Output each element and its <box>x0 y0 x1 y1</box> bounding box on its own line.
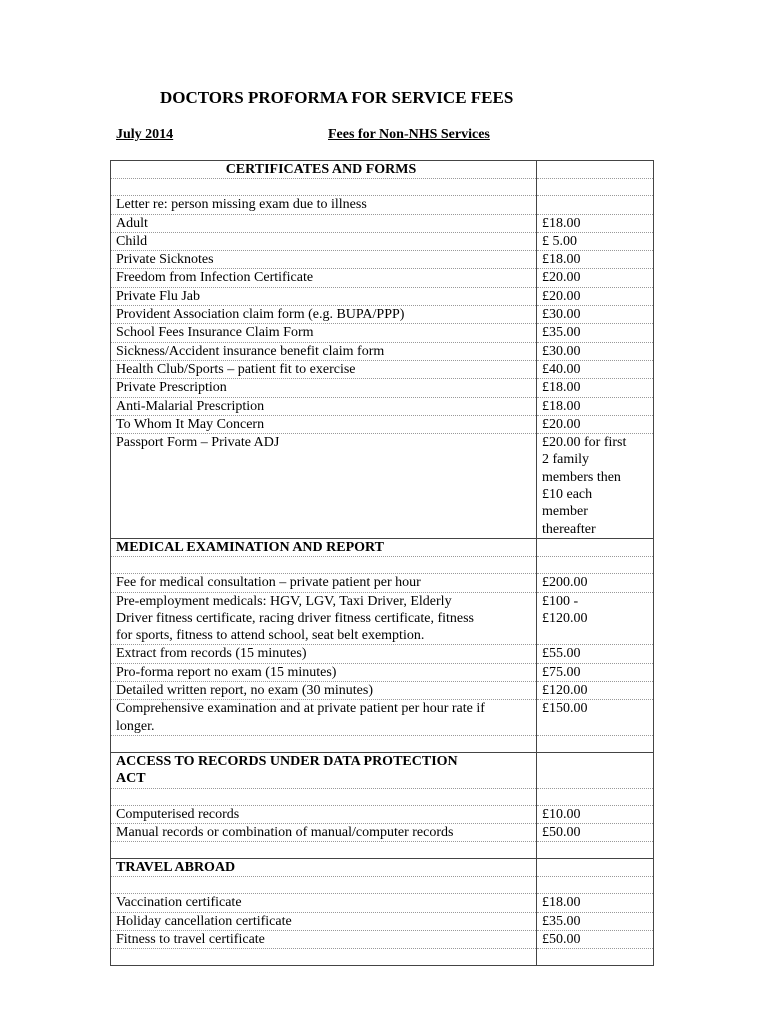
section-heading-travel: TRAVEL ABROAD <box>111 859 537 877</box>
label-line: longer. <box>116 718 155 734</box>
fee-line: £10 each <box>542 487 593 503</box>
fee-item-label: Adult <box>111 214 537 232</box>
fee-line: £120.00 <box>542 610 588 626</box>
table-row <box>111 930 654 948</box>
fee-amount: £120.00 <box>537 682 654 700</box>
table-row <box>111 574 654 592</box>
fee-item-label: Letter re: person missing exam due to illness <box>111 196 537 214</box>
label-line: Comprehensive examination and at private patient per hour rate if <box>116 701 485 717</box>
blank-row <box>111 877 654 894</box>
table-row <box>111 663 654 681</box>
fee-amount: £40.00 <box>537 360 654 378</box>
fee-item-label: Computerised records <box>111 805 537 823</box>
fees-table <box>110 160 654 966</box>
fee-amount: £35.00 <box>537 324 654 342</box>
heading-line: ACT <box>116 771 146 787</box>
fee-item-label: Holiday cancellation certificate <box>111 912 537 930</box>
fee-item-label: Freedom from Infection Certificate <box>111 269 537 287</box>
fee-item-label: School Fees Insurance Claim Form <box>111 324 537 342</box>
fee-item-label: Passport Form – Private ADJ <box>111 434 537 539</box>
fee-amount: £18.00 <box>537 379 654 397</box>
table-row <box>111 379 654 397</box>
fee-amount: £18.00 <box>537 894 654 912</box>
fee-line: member <box>542 504 588 520</box>
fee-item-label-multiline <box>111 700 537 736</box>
fee-item-label: Provident Association claim form (e.g. BUPA/PPP) <box>111 306 537 324</box>
blank-row <box>111 735 654 752</box>
blank-row <box>111 179 654 196</box>
fee-amount: £150.00 <box>537 700 654 736</box>
section-heading-medical: MEDICAL EXAMINATION AND REPORT <box>111 538 537 556</box>
fee-item-label: Vaccination certificate <box>111 894 537 912</box>
table-row <box>111 805 654 823</box>
table-row <box>111 592 654 645</box>
fee-amount: £200.00 <box>537 574 654 592</box>
table-row <box>111 397 654 415</box>
fee-line: £20.00 for first <box>542 435 627 451</box>
fee-item-label: Manual records or combination of manual/computer records <box>111 823 537 841</box>
section-heading-row <box>111 752 654 788</box>
table-row <box>111 645 654 663</box>
blank-row <box>111 949 654 966</box>
document-date: July 2014 <box>116 127 174 142</box>
fee-line: thereafter <box>542 521 596 537</box>
table-row <box>111 912 654 930</box>
fee-item-label: Private Prescription <box>111 379 537 397</box>
blank-row <box>111 788 654 805</box>
fee-item-label: Health Club/Sports – patient fit to exercise <box>111 360 537 378</box>
label-line: Driver fitness certificate, racing driver fitness certificate, fitness <box>116 610 475 626</box>
fee-item-label: Detailed written report, no exam (30 minutes) <box>111 682 537 700</box>
fee-amount: £35.00 <box>537 912 654 930</box>
page-title: DOCTORS PROFORMA FOR SERVICE FEES <box>160 88 514 107</box>
fee-amount: £75.00 <box>537 663 654 681</box>
table-row <box>111 434 654 539</box>
fee-item-label-multiline <box>111 592 537 645</box>
fee-amount: £18.00 <box>537 251 654 269</box>
fee-item-label: Child <box>111 232 537 250</box>
fee-amount: £50.00 <box>537 930 654 948</box>
heading-line: ACCESS TO RECORDS UNDER DATA PROTECTION <box>116 753 458 769</box>
table-row <box>111 269 654 287</box>
fee-line: £100 - <box>542 593 579 609</box>
fee-amount: £10.00 <box>537 805 654 823</box>
fee-amount: £18.00 <box>537 397 654 415</box>
fee-item-label: Fitness to travel certificate <box>111 930 537 948</box>
fee-amount: £50.00 <box>537 823 654 841</box>
table-row <box>111 415 654 433</box>
fee-line: members then <box>542 469 621 485</box>
table-row <box>111 214 654 232</box>
fee-amount: £ 5.00 <box>537 232 654 250</box>
blank-row <box>111 557 654 574</box>
section-heading-row <box>111 859 654 877</box>
fee-line: 2 family <box>542 452 590 468</box>
fee-item-label: Fee for medical consultation – private patient per hour <box>111 574 537 592</box>
table-row <box>111 360 654 378</box>
table-row <box>111 894 654 912</box>
fee-amount: £55.00 <box>537 645 654 663</box>
fee-item-label: Sickness/Accident insurance benefit claim form <box>111 342 537 360</box>
fee-amount-range <box>537 592 654 645</box>
fee-amount: £20.00 <box>537 269 654 287</box>
table-row <box>111 700 654 736</box>
fee-item-label: Extract from records (15 minutes) <box>111 645 537 663</box>
table-row <box>111 324 654 342</box>
label-line: Pre-employment medicals: HGV, LGV, Taxi Driver, Elderly <box>116 593 452 609</box>
fee-amount: £20.00 <box>537 287 654 305</box>
fee-item-label: To Whom It May Concern <box>111 415 537 433</box>
fee-item-label: Anti-Malarial Prescription <box>111 397 537 415</box>
table-row <box>111 196 654 214</box>
table-row <box>111 287 654 305</box>
fee-amount: £20.00 <box>537 415 654 433</box>
table-row <box>111 823 654 841</box>
fee-item-label: Private Flu Jab <box>111 287 537 305</box>
fee-amount-passport <box>537 434 654 539</box>
table-row <box>111 306 654 324</box>
fee-amount: £18.00 <box>537 214 654 232</box>
blank-row <box>111 842 654 859</box>
section-heading-certificates: CERTIFICATES AND FORMS <box>111 161 537 179</box>
fee-item-label: Private Sicknotes <box>111 251 537 269</box>
table-row <box>111 342 654 360</box>
table-row <box>111 232 654 250</box>
section-heading-records <box>111 752 537 788</box>
table-row <box>111 682 654 700</box>
fee-amount: £30.00 <box>537 342 654 360</box>
section-heading-row <box>111 538 654 556</box>
document-subtitle: Fees for Non-NHS Services <box>328 127 490 142</box>
section-heading-row <box>111 161 654 179</box>
fee-amount: £30.00 <box>537 306 654 324</box>
fee-item-label: Pro-forma report no exam (15 minutes) <box>111 663 537 681</box>
table-row <box>111 251 654 269</box>
label-line: for sports, fitness to attend school, seat belt exemption. <box>116 628 425 644</box>
